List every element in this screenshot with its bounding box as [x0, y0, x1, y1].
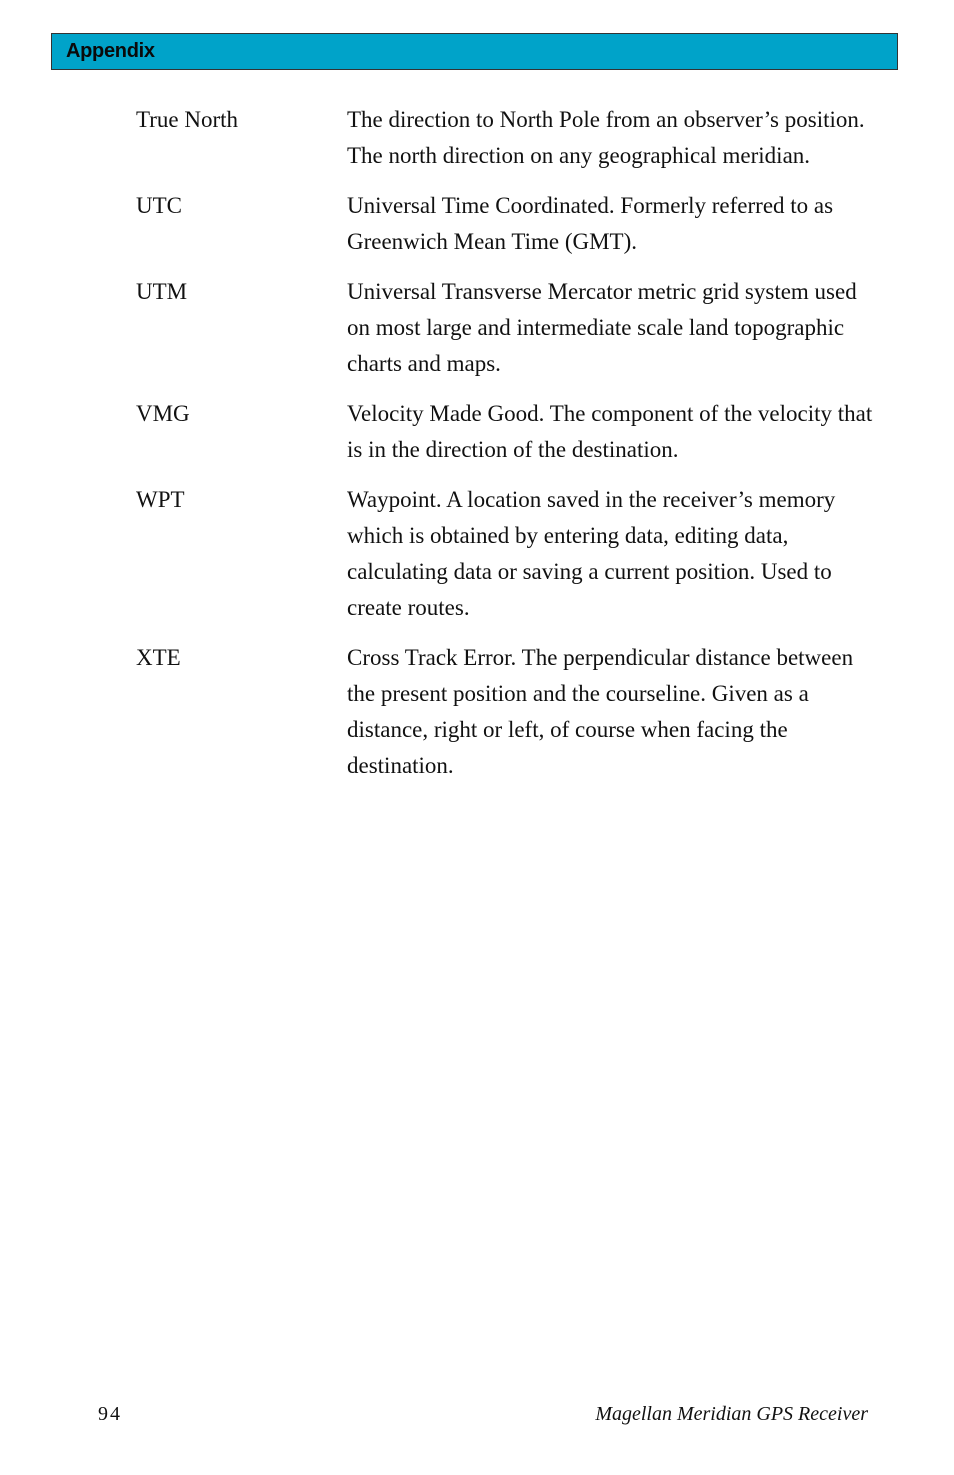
glossary-definition: Cross Track Error. The perpendicular distance between the present position and the courseline. Given as a distance, right or left, of course when facing the destination.: [347, 645, 854, 778]
glossary-term: True North: [136, 107, 239, 132]
glossary-definition: Waypoint. A location saved in the receiver’s memory which is obtained by entering data, editing data, calculating data or saving a current position. Used to create routes.: [347, 487, 836, 620]
glossary-definition: The direction to North Pole from an observer’s position. The north direction on any geographical meridian.: [347, 107, 865, 168]
glossary-entry: [136, 396, 876, 468]
glossary-term: WPT: [136, 487, 185, 512]
glossary-entry: [136, 274, 876, 382]
glossary-term: UTM: [136, 279, 188, 304]
glossary-definition: Universal Time Coordinated. Formerly referred to as Greenwich Mean Time (GMT).: [347, 193, 834, 254]
section-header-bar: [51, 33, 898, 70]
glossary-definition: Universal Transverse Mercator metric grid system used on most large and intermediate scale land topographic charts and maps.: [347, 279, 857, 376]
document-title: Magellan Meridian GPS Receiver: [595, 1403, 868, 1425]
glossary-term: VMG: [136, 401, 190, 426]
glossary-term: XTE: [136, 645, 181, 670]
glossary-entry: [136, 482, 876, 626]
section-title: Appendix: [66, 40, 155, 62]
glossary-entry: [136, 640, 876, 784]
glossary-entry: [136, 102, 876, 174]
glossary-list: [136, 102, 876, 798]
page-number: 94: [98, 1403, 122, 1425]
glossary-term: UTC: [136, 193, 182, 218]
glossary-definition: Velocity Made Good. The component of the velocity that is in the direction of the destination.: [347, 401, 873, 462]
glossary-entry: [136, 188, 876, 260]
